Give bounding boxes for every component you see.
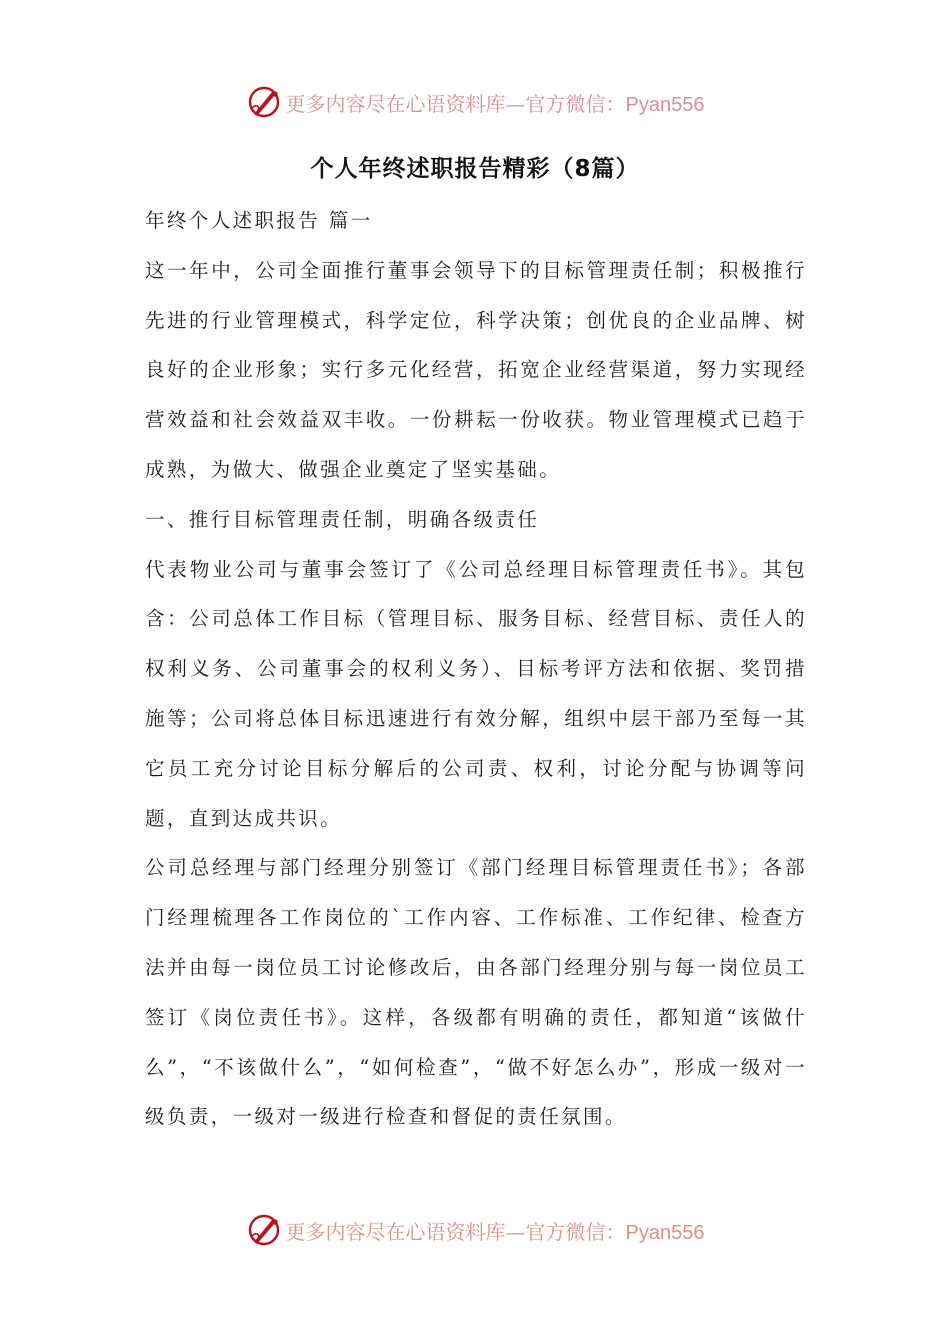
banner-text: 更多内容尽在心语资料库—官方微信：Pyan556: [285, 1219, 705, 1244]
paragraph: 代表物业公司与董事会签订了《公司总经理目标管理责任书》。其包含：公司总体工作目标（管理目标、服务目标、经营目标、责任人的权利义务、公司董事会的权利义务）、目标考评方法和依据、奖罚措施等；公司将总体目标迅速进行有效分解，组织中层干部乃至每一其它员工充分讨论目标分解后的公司责、权利，讨论分配与协调等问题，直到达成共识。: [145, 557, 807, 830]
section-heading: 年终个人述职报告 篇一: [145, 209, 373, 232]
wechat-id: Pyan556: [625, 93, 705, 116]
banner-text: 更多内容尽在心语资料库—官方微信：Pyan556: [285, 91, 705, 116]
paragraph: 这一年中，公司全面推行董事会领导下的目标管理责任制；积极推行先进的行业管理模式，科学定位，科学决策；创优良的企业品牌、树良好的企业形象；实行多元化经营，拓宽企业经营渠道，努力实现经营效益和社会效益双丰收。一份耕耘一份收获。物业管理模式已趋于成熟，为做大、做强企业奠定了坚实基础。: [145, 258, 807, 481]
quill-pen-logo-icon: [246, 84, 282, 120]
document-body: [145, 196, 807, 1142]
document-title: 个人年终述职报告精彩（8篇）: [310, 156, 640, 182]
subsection-heading: 一、推行目标管理责任制，明确各级责任: [145, 507, 540, 531]
wechat-id: Pyan556: [625, 1221, 705, 1244]
footer-banner: [0, 1208, 950, 1252]
header-banner: [0, 80, 950, 124]
quill-pen-logo-icon: [246, 1212, 282, 1248]
paragraph: 公司总经理与部门经理分别签订《部门经理目标管理责任书》；各部门经理梳理各工作岗位的`工作内容、工作标准、工作纪律、检查方法并由每一岗位员工讨论修改后，由各部门经理分别与每一岗位员工签订《岗位责任书》。这样，各级都有明确的责任，都知道“该做什么”，“不该做什么”，“如何检查”，“做不好怎么办”，形成一级对一级负责，一级对一级进行检查和督促的责任氛围。: [145, 856, 807, 1129]
